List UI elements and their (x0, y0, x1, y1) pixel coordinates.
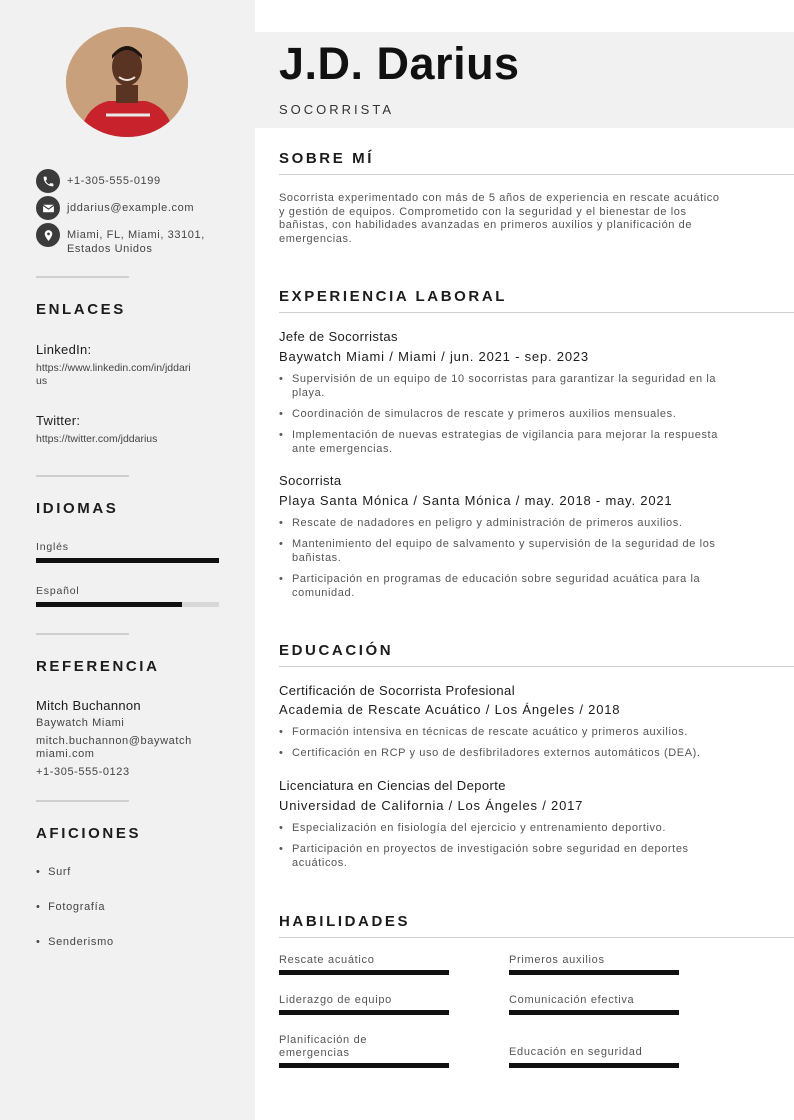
contact-phone (36, 169, 161, 193)
phone-icon (36, 169, 60, 193)
envelope-icon (36, 196, 60, 220)
bullet-icon: • (279, 517, 284, 529)
education-title: Certificación de Socorrista Profesional (279, 683, 515, 698)
skill-bar (279, 1010, 449, 1015)
language-level-bar (36, 558, 219, 563)
skill-label (509, 1046, 679, 1059)
divider (36, 800, 129, 802)
reference-heading: REFERENCIA (36, 658, 160, 675)
reference-email-line-2[interactable]: miami.com (36, 748, 95, 760)
education-heading: EDUCACIÓN (279, 642, 394, 659)
bullet-line: Implementación de nuevas estrategias de vigilancia para mejorar la respuesta (292, 429, 718, 441)
about-text (279, 192, 749, 246)
bullet-icon: • (279, 573, 284, 585)
job-bullet (279, 538, 749, 565)
map-pin-icon (36, 223, 60, 247)
skill-label-line: Educación en seguridad (509, 1046, 643, 1058)
skill-label (279, 954, 449, 967)
about-line: y gestión de equipos. Comprometido con la seguridad y el bienestar de los (279, 205, 687, 218)
email-text[interactable]: jddarius@example.com (67, 202, 195, 214)
skill-label-line: Comunicación efectiva (509, 994, 635, 1006)
languages-heading: IDIOMAS (36, 500, 119, 517)
phone-text: +1-305-555-0199 (67, 175, 161, 187)
bullet-icon: • (279, 408, 284, 420)
education-subtitle: Academia de Rescate Acuático / Los Ángeles / 2018 (279, 702, 621, 717)
section-rule (279, 312, 794, 313)
job-title: Jefe de Socorristas (279, 329, 398, 344)
bullet-icon: • (279, 726, 284, 738)
twitter-label: Twitter: (36, 413, 81, 428)
divider (36, 633, 129, 635)
bullet-line: Especialización en fisiología del ejercicio y entrenamiento deportivo. (292, 822, 667, 834)
skill-label-line: Planificación de (279, 1034, 368, 1046)
contact-address (36, 223, 205, 256)
education-subtitle: Universidad de California / Los Ángeles / 2017 (279, 798, 584, 813)
divider (36, 276, 129, 278)
linkedin-label: LinkedIn: (36, 342, 92, 357)
bullet-icon: • (279, 843, 284, 855)
skill-label-line: Rescate acuático (279, 954, 375, 966)
reference-company: Baywatch Miami (36, 717, 125, 729)
bullet-line: ante emergencias. (292, 442, 393, 455)
bullet-icon: • (279, 747, 284, 759)
bullet-line: Coordinación de simulacros de rescate y primeros auxilios mensuales. (292, 408, 677, 420)
reference-phone: +1-305-555-0123 (36, 766, 130, 778)
skill-label-line: Liderazgo de equipo (279, 994, 392, 1006)
linkedin-link[interactable] (36, 362, 221, 388)
skill-label (279, 1034, 449, 1060)
language-name: Inglés (36, 541, 69, 553)
bullet-line: Formación intensiva en técnicas de rescate acuático y primeros auxilios. (292, 726, 688, 738)
reference-name: Mitch Buchannon (36, 698, 141, 713)
address-line-2: Estados Unidos (67, 243, 153, 255)
hobby-label: Senderismo (48, 936, 114, 948)
education-bullet (279, 822, 749, 836)
profile-photo (66, 27, 188, 137)
skill-label (509, 954, 679, 967)
education-bullet (279, 843, 749, 870)
linkedin-url-line-1[interactable]: https://www.linkedin.com/in/jddari (36, 362, 191, 374)
skill-label (279, 994, 449, 1007)
job-bullet (279, 573, 749, 600)
about-heading: SOBRE MÍ (279, 150, 374, 167)
section-rule (279, 666, 794, 667)
job-subtitle: Playa Santa Mónica / Santa Mónica / may. 2018 - may. 2021 (279, 493, 673, 508)
bullet-line: Rescate de nadadores en peligro y administración de primeros auxilios. (292, 517, 683, 529)
divider (36, 475, 129, 477)
job-bullet (279, 373, 749, 400)
bullet-line: Participación en proyectos de investigación sobre seguridad en deportes (292, 843, 689, 855)
skill-label (509, 994, 679, 1007)
bullet-line: Supervisión de un equipo de 10 socorristas para garantizar la seguridad en la (292, 373, 717, 385)
language-level-fill (36, 602, 182, 607)
skill-bar (509, 970, 679, 975)
twitter-link[interactable]: https://twitter.com/jddarius (36, 433, 158, 445)
skill-bar (509, 1063, 679, 1068)
person-role: SOCORRISTA (279, 102, 394, 117)
language-name: Español (36, 585, 80, 597)
reference-email[interactable] (36, 735, 216, 761)
job-bullet (279, 429, 749, 456)
reference-email-line-1[interactable]: mitch.buchannon@baywatch (36, 735, 192, 747)
person-name: J.D. Darius (279, 38, 520, 89)
education-bullet (279, 726, 749, 740)
language-level-fill (36, 558, 219, 563)
bullet-icon: • (279, 538, 284, 550)
hobby-label: Surf (48, 866, 72, 878)
bullet-line: Certificación en RCP y uso de desfibriladores externos automáticos (DEA). (292, 747, 701, 759)
job-bullet (279, 408, 749, 422)
bullet-line: Mantenimiento del equipo de salvamento y supervisión de la seguridad de los (292, 538, 716, 550)
bullet-icon: • (279, 822, 284, 834)
skill-bar (509, 1010, 679, 1015)
section-rule (279, 174, 794, 175)
bullet-icon: • (36, 901, 49, 913)
address-line-1: Miami, FL, Miami, 33101, (67, 229, 205, 241)
hobby-item (36, 936, 114, 948)
about-line: emergencias. (279, 232, 353, 245)
bullet-icon: • (36, 866, 49, 878)
skill-bar (279, 970, 449, 975)
hobby-item (36, 901, 105, 913)
bullet-icon: • (279, 373, 284, 385)
bullet-line: comunidad. (292, 586, 355, 599)
section-rule (279, 937, 794, 938)
main-content (255, 0, 794, 1120)
education-bullet (279, 747, 749, 761)
experience-heading: EXPERIENCIA LABORAL (279, 288, 508, 305)
bullet-icon: • (279, 429, 284, 441)
job-subtitle: Baywatch Miami / Miami / jun. 2021 - sep. 2023 (279, 349, 589, 364)
about-line: bañistas, con habilidades avanzadas en primeros auxilios y planificación de (279, 219, 693, 232)
skill-label-line: emergencias (279, 1047, 350, 1059)
avatar (66, 27, 188, 137)
bullet-icon: • (36, 936, 49, 948)
contact-email (36, 196, 194, 220)
sidebar (0, 0, 255, 1120)
skill-label-line: Primeros auxilios (509, 954, 605, 966)
skills-heading: HABILIDADES (279, 913, 411, 930)
linkedin-url-line-2[interactable]: us (36, 375, 48, 387)
bullet-line: bañistas. (292, 551, 342, 564)
education-title: Licenciatura en Ciencias del Deporte (279, 778, 506, 793)
job-title: Socorrista (279, 473, 342, 488)
bullet-line: acuáticos. (292, 856, 348, 869)
hobby-item (36, 866, 71, 878)
hobby-label: Fotografía (48, 901, 106, 913)
skill-bar (279, 1063, 449, 1068)
bullet-line: Participación en programas de educación sobre seguridad acuática para la (292, 573, 701, 585)
hobbies-heading: AFICIONES (36, 825, 142, 842)
language-level-bar (36, 602, 219, 607)
about-line: Socorrista experimentado con más de 5 años de experiencia en rescate acuático (279, 192, 720, 204)
job-bullet (279, 517, 749, 531)
bullet-line: playa. (292, 386, 325, 399)
links-heading: ENLACES (36, 301, 126, 318)
address-text (67, 228, 205, 256)
